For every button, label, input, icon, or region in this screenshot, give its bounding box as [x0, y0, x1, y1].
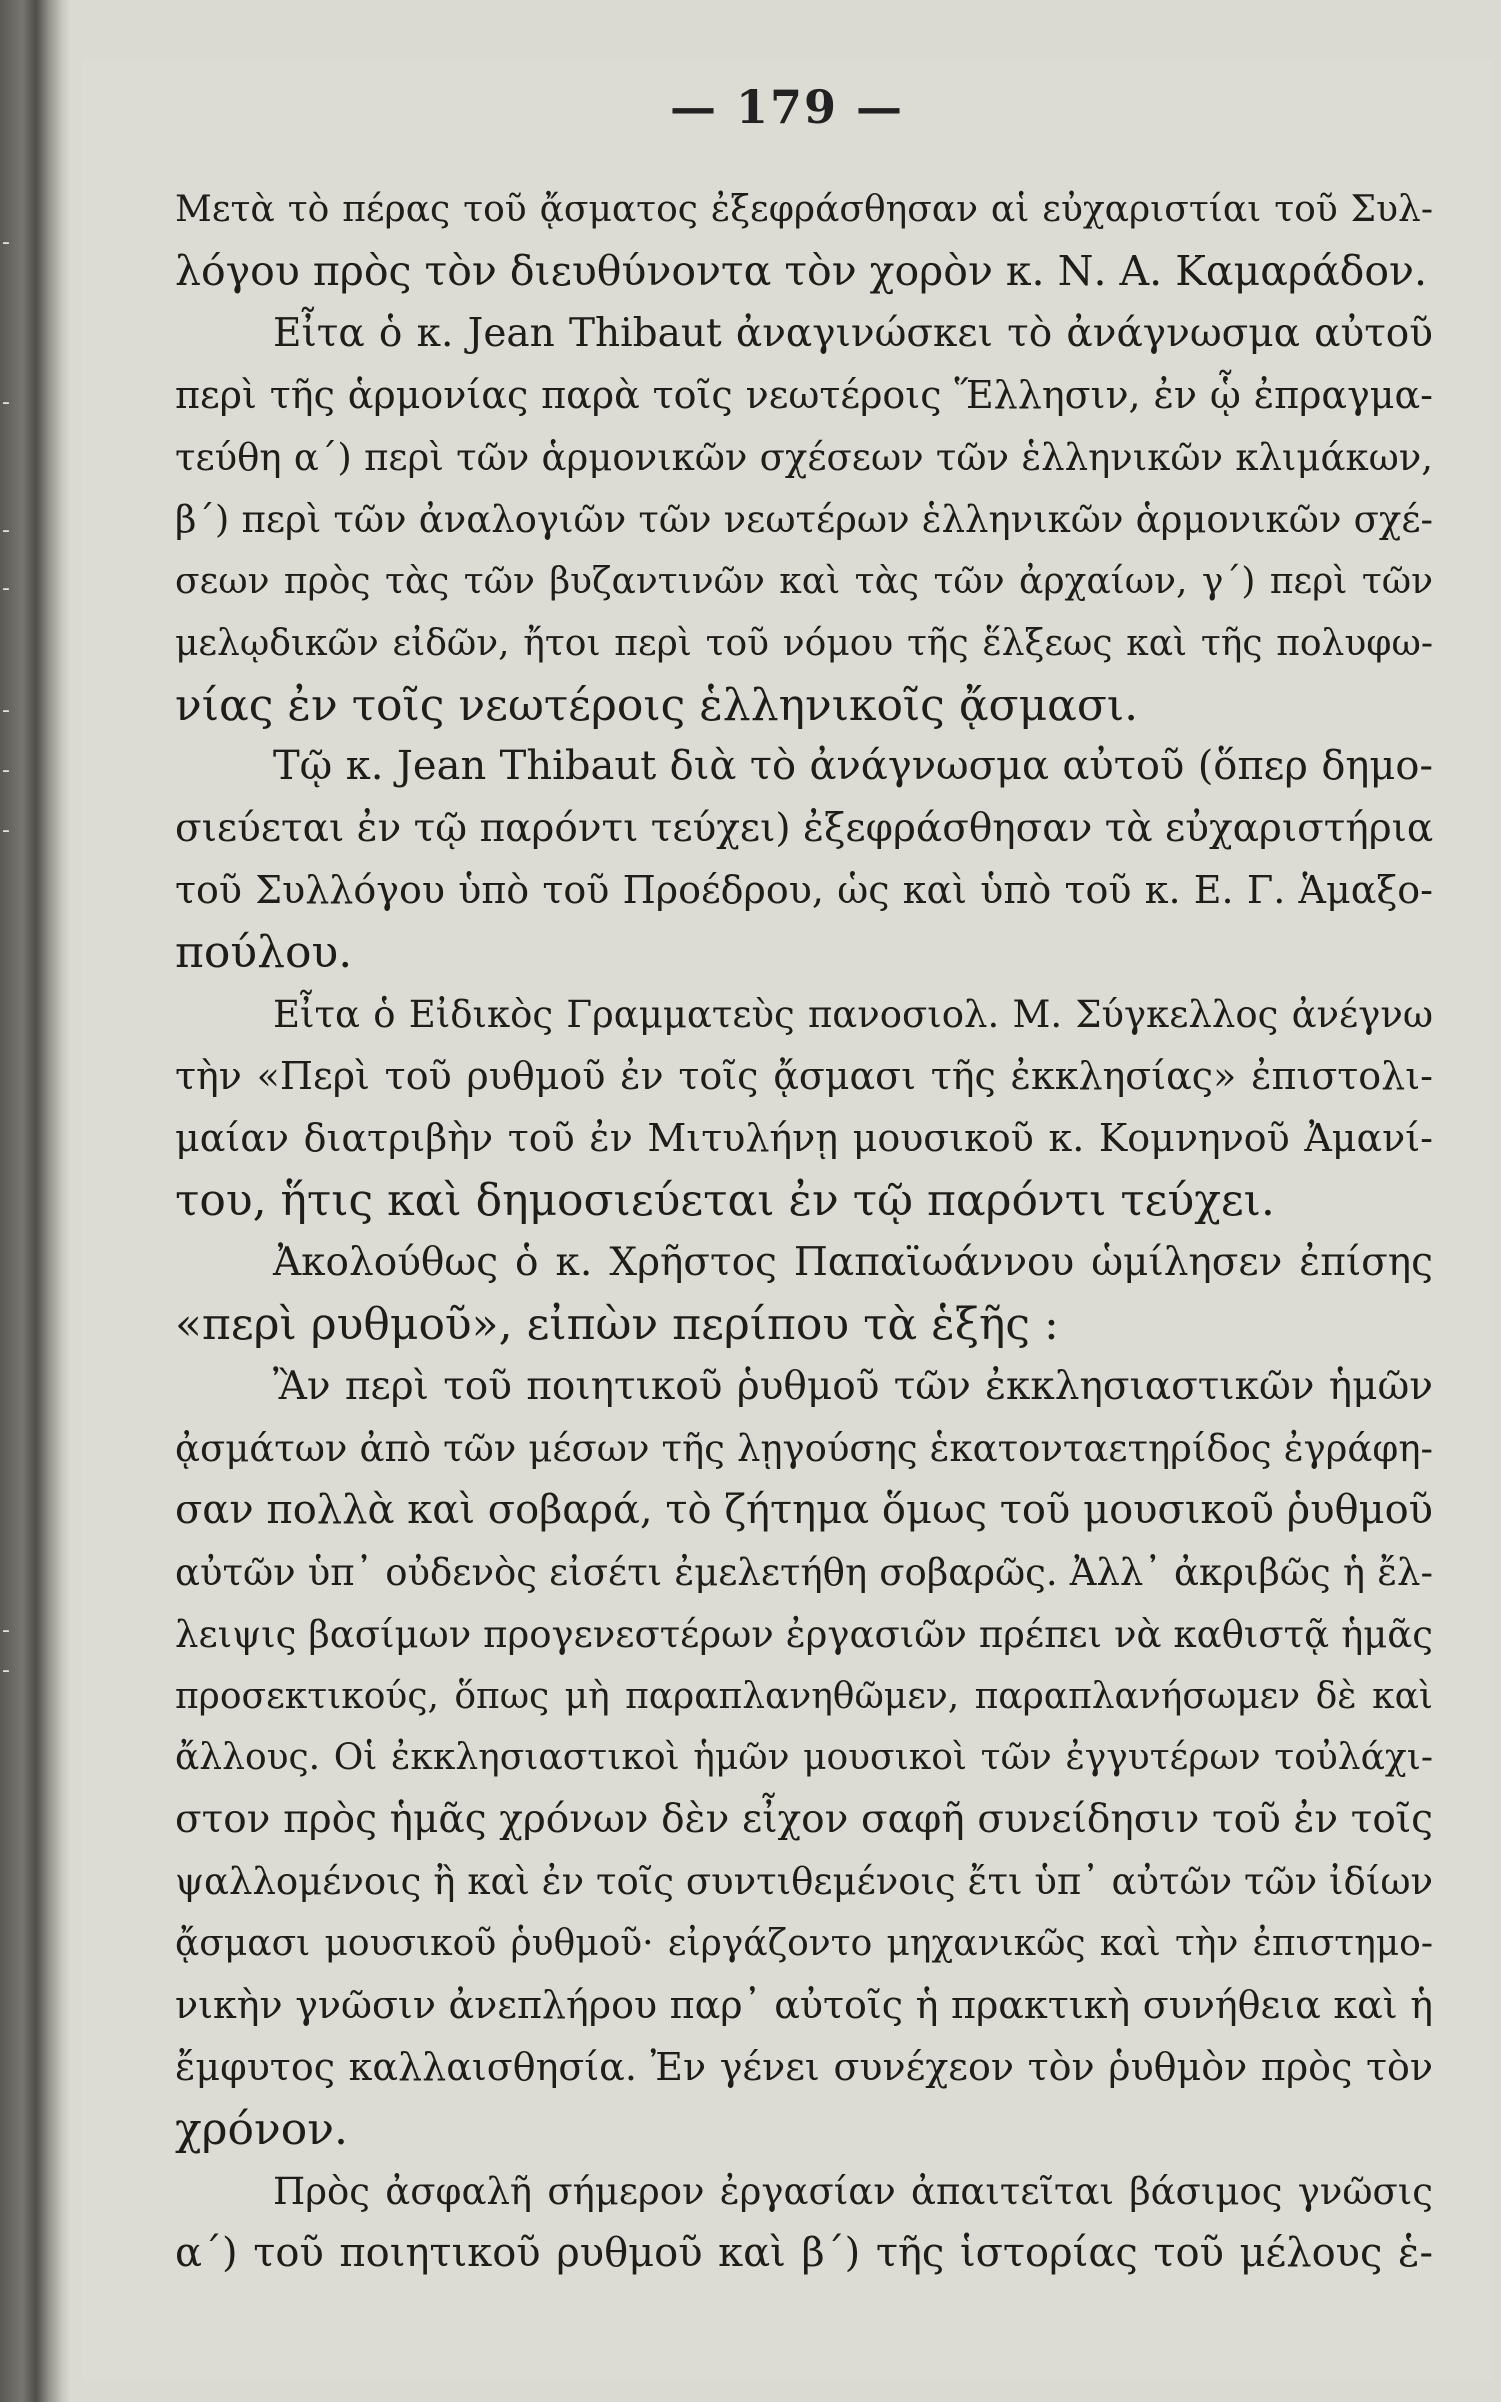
text-line: λόγου πρὸς τὸν διευθύνοντα τὸν χορὸν κ. Ν. Α. Καμαράδον. — [175, 246, 1428, 295]
text-line: μελῳδικῶν εἰδῶν, ἤτοι περὶ τοῦ νόμου τῆς ἕλξεως καὶ τῆς πολυφω- — [175, 622, 1433, 664]
text-line: Πρὸς ἀσφαλῆ σήμερον ἐργασίαν ἀπαιτεῖται βάσιμος γνῶσις — [273, 2170, 1433, 2213]
text-line: πούλου. — [175, 927, 353, 979]
text-line: «περὶ ρυθμοῦ», εἰπὼν περίπου τὰ ἑξῆς : — [175, 1298, 1059, 1350]
text-line: περὶ τῆς ἁρμονίας παρὰ τοῖς νεωτέροις Ἕλλησιν, ἐν ᾧ ἐπραγμα- — [175, 372, 1433, 417]
binding-mark: - — [2, 518, 10, 543]
binding-mark: - — [2, 1618, 10, 1643]
text-line: του, ἥτις καὶ δημοσιεύεται ἐν τῷ παρόντι τεύχει. — [175, 1175, 1275, 1226]
binding-mark: - — [2, 818, 10, 843]
text-line: β΄) περὶ τῶν ἀναλογιῶν τῶν νεωτέρων ἑλληνικῶν ἁρμονικῶν σχέ- — [175, 497, 1433, 541]
text-line: χρόνον. — [175, 2104, 348, 2156]
binding-mark: - — [2, 698, 10, 723]
text-line: α΄) τοῦ ποιητικοῦ ρυθμοῦ καὶ β΄) τῆς ἱστορίας τοῦ μέλους ἑ- — [175, 2229, 1433, 2276]
text-line: σιεύεται ἐν τῷ παρόντι τεύχει) ἐξεφράσθησαν τὰ εὐχαριστήρια — [175, 806, 1434, 852]
text-line: Εἶτα ὁ Εἰδικὸς Γραμματεὺς πανοσιολ. Μ. Σύγκελλος ἀνέγνω — [273, 993, 1433, 1037]
text-line: σεων πρὸς τὰς τῶν βυζαντινῶν καὶ τὰς τῶν ἀρχαίων, γ΄) περὶ τῶν — [175, 560, 1433, 602]
text-line: ἔμφυτος καλλαισθησία. Ἐν γένει συνέχεον τὸν ῥυθμὸν πρὸς τὸν — [175, 2045, 1433, 2090]
text-line: Ἂν περὶ τοῦ ποιητικοῦ ῥυθμοῦ τῶν ἐκκλησιαστικῶν ἡμῶν — [273, 1363, 1433, 1409]
binding-mark: - — [2, 230, 10, 255]
text-line: προσεκτικούς, ὅπως μὴ παραπλανηθῶμεν, παραπλανήσωμεν δὲ καὶ — [175, 1675, 1433, 1717]
binding-mark: - — [2, 576, 10, 601]
text-line: Ἀκολούθως ὁ κ. Χρῆστος Παπαϊωάννου ὡμίλησεν ἐπίσης — [273, 1239, 1433, 1285]
binding-mark: - — [2, 758, 10, 783]
text-line: ᾄσμασι μουσικοῦ ῥυθμοῦ· εἰργάζοντο μηχανικῶς καὶ τὴν ἐπιστημο- — [175, 1923, 1433, 1965]
text-line: νίας ἐν τοῖς νεωτέροις ἑλληνικοῖς ᾄσμασι. — [175, 679, 1139, 731]
text-line: τοῦ Συλλόγου ὑπὸ τοῦ Προέδρου, ὡς καὶ ὑπὸ τοῦ κ. Ε. Γ. Ἁμαξο- — [175, 868, 1433, 913]
text-line: λειψις βασίμων προγενεστέρων ἐργασιῶν πρέπει νὰ καθιστᾷ ἡμᾶς — [175, 1612, 1433, 1656]
text-line: τεύθη α΄) περὶ τῶν ἁρμονικῶν σχέσεων τῶν ἑλληνικῶν κλιμάκων, — [175, 435, 1433, 479]
text-line: ψαλλομένοις ἢ καὶ ἐν τοῖς συντιθεμένοις ἔτι ὑπ᾽ αὐτῶν τῶν ἰδίων — [175, 1860, 1433, 1904]
text-line: μαίαν διατριβὴν τοῦ ἐν Μιτυλήνῃ μουσικοῦ κ. Κομνηνοῦ Ἀμανί- — [175, 1116, 1433, 1161]
binding-mark: - — [2, 1658, 10, 1683]
text-line: ἄλλους. Οἱ ἐκκλησιαστικοὶ ἡμῶν μουσικοὶ τῶν ἐγγυτέρων τοὐλάχι- — [175, 1737, 1433, 1779]
book-page — [82, 60, 1492, 2380]
text-line: ᾀσμάτων ἀπὸ τῶν μέσων τῆς λῃγούσης ἑκατονταετηρίδος ἐγράφη- — [175, 1426, 1433, 1470]
body-text — [175, 179, 1433, 2285]
binding-mark: - — [2, 390, 10, 415]
text-line: αὐτῶν ὑπ᾽ οὐδενὸς εἰσέτι ἐμελετήθη σοβαρῶς. Ἀλλ᾽ ἀκριβῶς ἡ ἔλ- — [175, 1550, 1433, 1594]
text-line: Μετὰ τὸ πέρας τοῦ ᾄσματος ἐξεφράσθησαν αἱ εὐχαριστίαι τοῦ Συλ- — [175, 189, 1433, 230]
text-line: σαν πολλὰ καὶ σοβαρά, τὸ ζήτημα ὅμως τοῦ μουσικοῦ ῥυθμοῦ — [175, 1486, 1433, 1533]
text-line: Εἶτα ὁ κ. Jean Thibaut ἀναγινώσκει τὸ ἀνάγνωσμα αὐτοῦ — [273, 310, 1433, 356]
text-line: τὴν «Περὶ τοῦ ρυθμοῦ ἐν τοῖς ᾄσμασι τῆς ἐκκλησίας» ἐπιστολι- — [175, 1054, 1433, 1099]
text-line: στον πρὸς ἡμᾶς χρόνων δὲν εἶχον σαφῆ συνείδησιν τοῦ ἐν τοῖς — [175, 1797, 1433, 1843]
text-line: νικὴν γνῶσιν ἀνεπλήρου παρ᾽ αὐτοῖς ἡ πρακτικὴ συνήθεια καὶ ἡ — [175, 1983, 1433, 2028]
page-number: — 179 — — [669, 80, 905, 134]
text-line: Τῷ κ. Jean Thibaut διὰ τὸ ἀνάγνωσμα αὐτοῦ (ὅπερ δημο- — [273, 743, 1433, 790]
binding-shadow — [0, 0, 70, 2402]
